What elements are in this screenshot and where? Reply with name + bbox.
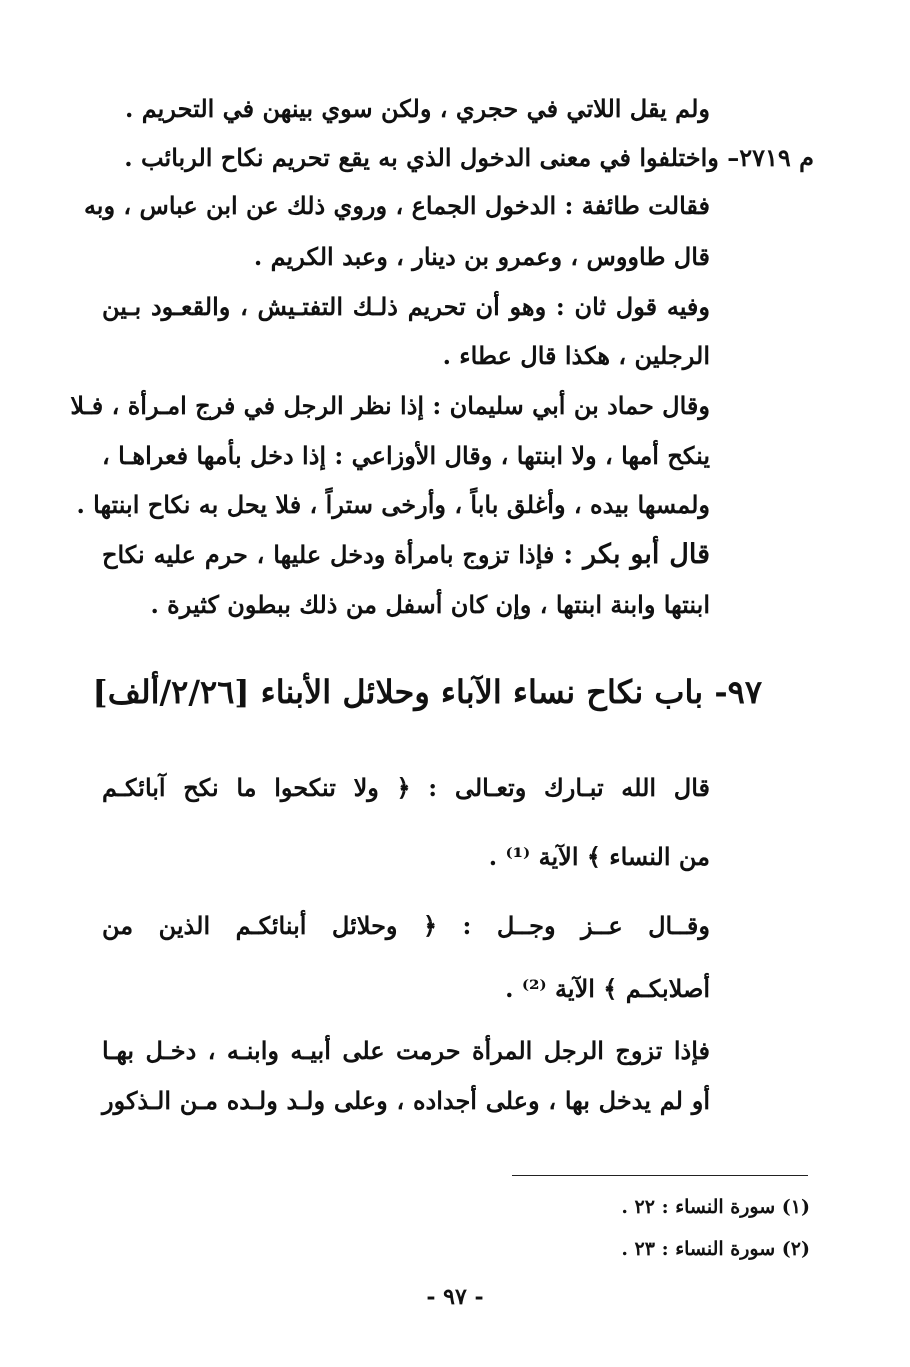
text-line: ولم يقل اللاتي في حجري ، ولكن سوي بينهن في التحريم . [125, 94, 710, 123]
footnote: (١) سورة النساء : ٢٢ . [621, 1196, 810, 1218]
text-line: ينكح أمها ، ولا ابنتها ، وقال الأوزاعي : إذا دخل بأمها فعراهـا ، [101, 441, 710, 470]
text-line: ولمسها بيده ، وأغلق باباً ، وأرخى ستراً ، فلا يحل به نكاح ابنتها . [76, 490, 710, 519]
text-line: أو لم يدخل بها ، وعلى أجداده ، وعلى ولـد ولـده مـن الـذكور [102, 1086, 710, 1115]
text-fragment: حرم عليه نكاح [102, 540, 248, 569]
text-line: ابنتها وابنة ابنتها ، وإن كان أسفل من ذلك ببطون كثيرة . [150, 590, 710, 619]
footnote-divider [512, 1175, 808, 1176]
section-heading: ٩٧- باب نكاح نساء الآباء وحلائل الأبناء [٢/٢٦/ألف] [92, 673, 762, 711]
page-number: - ٩٧ - [426, 1284, 484, 1310]
text-line: وفيه قول ثان : وهو أن تحريم ذلـك التفتـيش ، والقعـود بـين [102, 292, 710, 321]
abu-bakr-label: قال أبو بكر : [563, 539, 711, 570]
abu-bakr-text: فإذا تزوج بامرأة ودخل عليها ، [256, 540, 555, 569]
verse-line: وقــال عــز وجــل : ﴿ وحلائل أبنائكـم الذين من [102, 911, 710, 940]
text-line: وقال حماد بن أبي سليمان : إذا نظر الرجل في فرج امـرأة ، فـلا [70, 391, 710, 420]
text-line: فقالت طائفة : الدخول الجماع ، وروي ذلك عن ابن عباس ، وبه [83, 191, 710, 220]
verse-line: من النساء ﴾ الآية ⁽¹⁾ . [488, 842, 710, 871]
verse-line: قال الله تبـارك وتعـالى : ﴿ ولا تنكحوا ما نكح آبائكـم [102, 773, 710, 802]
footnote: (٢) سورة النساء : ٢٣ . [621, 1238, 810, 1260]
text-line: م ٢٧١٩– واختلفوا في معنى الدخول الذي به يقع تحريم نكاح الربائب . [124, 143, 814, 172]
verse-line: أصلابكـم ﴾ الآية ⁽²⁾ . [505, 974, 710, 1003]
text-line: فإذا تزوج الرجل المرأة حرمت على أبيـه وابنـه ، دخـل بهـا [102, 1036, 711, 1065]
text-line: الرجلين ، هكذا قال عطاء . [442, 341, 710, 370]
text-line: قال طاووس ، وعمرو بن دينار ، وعبد الكريم . [253, 242, 710, 271]
abu-bakr-line [102, 538, 710, 572]
